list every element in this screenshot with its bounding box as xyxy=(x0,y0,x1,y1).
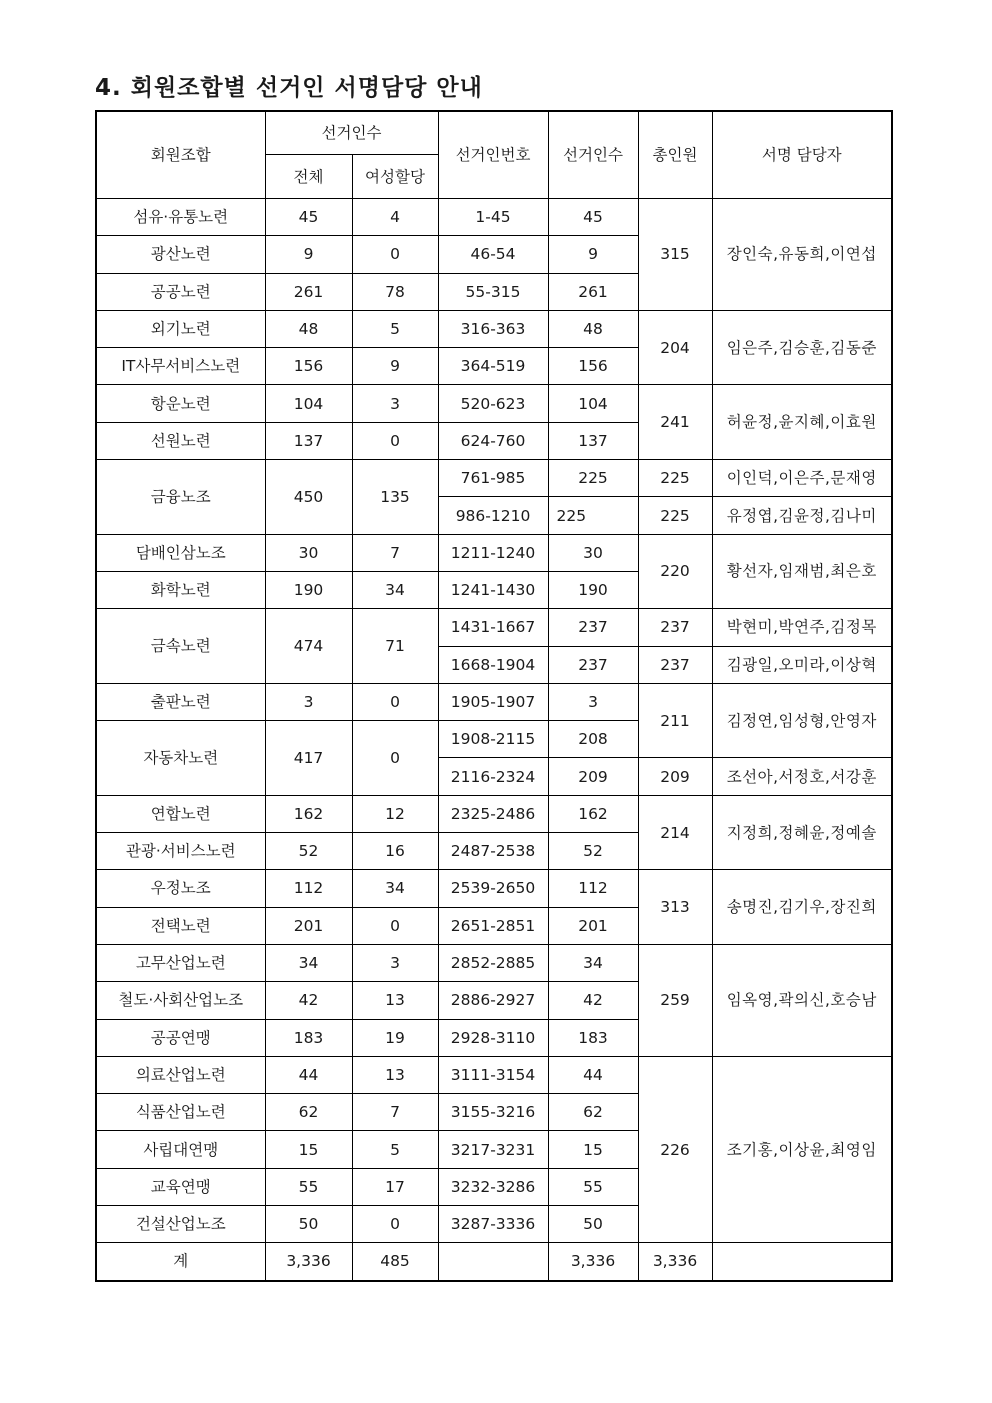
voter-count: 48 xyxy=(548,310,638,347)
union-total: 104 xyxy=(265,385,352,422)
voter-range: 1668-1904 xyxy=(438,646,548,683)
union-name: 고무산업노련 xyxy=(96,944,265,981)
totals-row xyxy=(96,1243,892,1281)
union-name: 식품산업노련 xyxy=(96,1094,265,1131)
voter-count: 44 xyxy=(548,1056,638,1093)
voter-range: 2886-2927 xyxy=(438,982,548,1019)
union-women: 135 xyxy=(352,460,438,535)
header-voter-count: 선거인수 xyxy=(548,111,638,199)
union-total: 30 xyxy=(265,534,352,571)
voter-count: 162 xyxy=(548,795,638,832)
header-sign-manager: 서명 담당자 xyxy=(712,111,892,199)
union-total: 42 xyxy=(265,982,352,1019)
voter-range: 624-760 xyxy=(438,422,548,459)
union-women: 7 xyxy=(352,534,438,571)
voter-range: 3287-3336 xyxy=(438,1206,548,1243)
union-name: 의료산업노련 xyxy=(96,1056,265,1093)
union-name: 연합노련 xyxy=(96,795,265,832)
voter-range: 2487-2538 xyxy=(438,833,548,870)
union-total: 261 xyxy=(265,273,352,310)
page-title: 4. 회원조합별 선거인 서명담당 안내 xyxy=(95,75,483,101)
union-women: 5 xyxy=(352,1131,438,1168)
union-name: 섬유·유통노련 xyxy=(96,199,265,236)
voter-range: 2852-2885 xyxy=(438,944,548,981)
sign-manager: 유정엽,김윤정,김나미 xyxy=(712,497,892,534)
union-name: 건설산업노조 xyxy=(96,1206,265,1243)
voter-count: 104 xyxy=(548,385,638,422)
union-name: 금속노련 xyxy=(96,609,265,684)
voter-range: 3155-3216 xyxy=(438,1094,548,1131)
union-women: 17 xyxy=(352,1168,438,1205)
union-total: 15 xyxy=(265,1131,352,1168)
voter-range: 1431-1667 xyxy=(438,609,548,646)
union-name: 철도·사회산업노조 xyxy=(96,982,265,1019)
header-total: 전체 xyxy=(265,155,352,199)
voter-range: 1-45 xyxy=(438,199,548,236)
union-name: 공공노련 xyxy=(96,273,265,310)
header-voters-group: 선거인수 xyxy=(265,111,438,155)
voter-count: 52 xyxy=(548,833,638,870)
voter-count: 237 xyxy=(548,646,638,683)
voter-range: 1905-1907 xyxy=(438,683,548,720)
table-row xyxy=(96,385,892,422)
sign-manager: 임옥영,곽의신,호승남 xyxy=(712,944,892,1056)
totals-members: 3,336 xyxy=(638,1243,712,1281)
union-total: 417 xyxy=(265,721,352,796)
union-total: 474 xyxy=(265,609,352,684)
voter-range: 2116-2324 xyxy=(438,758,548,795)
table-row xyxy=(96,534,892,571)
sign-manager: 조선아,서정호,서강훈 xyxy=(712,758,892,795)
union-name: 우정노조 xyxy=(96,870,265,907)
union-women: 0 xyxy=(352,422,438,459)
voter-count: 34 xyxy=(548,944,638,981)
voter-range: 2325-2486 xyxy=(438,795,548,832)
voter-count: 237 xyxy=(548,609,638,646)
voter-range: 46-54 xyxy=(438,236,548,273)
voter-count: 137 xyxy=(548,422,638,459)
group-total: 209 xyxy=(638,758,712,795)
voter-count: 190 xyxy=(548,571,638,608)
union-women: 16 xyxy=(352,833,438,870)
voter-count: 183 xyxy=(548,1019,638,1056)
union-total: 3 xyxy=(265,683,352,720)
group-total: 211 xyxy=(638,683,712,758)
totals-total: 3,336 xyxy=(265,1243,352,1281)
table-row xyxy=(96,199,892,236)
voter-range: 55-315 xyxy=(438,273,548,310)
voter-count: 62 xyxy=(548,1094,638,1131)
header-union: 회원조합 xyxy=(96,111,265,199)
totals-manager-empty xyxy=(712,1243,892,1281)
union-name: 금융노조 xyxy=(96,460,265,535)
union-name: 항운노련 xyxy=(96,385,265,422)
union-total: 48 xyxy=(265,310,352,347)
sign-manager: 김정연,임성형,안영자 xyxy=(712,683,892,758)
voter-count: 201 xyxy=(548,907,638,944)
table-row xyxy=(96,683,892,720)
header-row xyxy=(96,111,892,155)
union-women: 0 xyxy=(352,236,438,273)
union-name: 전택노련 xyxy=(96,907,265,944)
union-women: 78 xyxy=(352,273,438,310)
voter-count: 156 xyxy=(548,348,638,385)
union-women: 4 xyxy=(352,199,438,236)
group-total: 313 xyxy=(638,870,712,945)
union-total: 190 xyxy=(265,571,352,608)
union-women: 0 xyxy=(352,683,438,720)
voter-range: 2651-2851 xyxy=(438,907,548,944)
union-women: 19 xyxy=(352,1019,438,1056)
header-women-quota: 여성할당 xyxy=(352,155,438,199)
union-women: 13 xyxy=(352,1056,438,1093)
union-women: 34 xyxy=(352,870,438,907)
voter-range: 364-519 xyxy=(438,348,548,385)
voter-count: 3 xyxy=(548,683,638,720)
sign-manager: 장인숙,유동희,이연섭 xyxy=(712,199,892,311)
union-women: 71 xyxy=(352,609,438,684)
union-total: 156 xyxy=(265,348,352,385)
group-total: 315 xyxy=(638,199,712,311)
voter-range: 3232-3286 xyxy=(438,1168,548,1205)
sign-manager: 송명진,김기우,장진희 xyxy=(712,870,892,945)
voter-count: 42 xyxy=(548,982,638,1019)
sign-manager: 김광일,오미라,이상혁 xyxy=(712,646,892,683)
group-total: 214 xyxy=(638,795,712,870)
union-total: 183 xyxy=(265,1019,352,1056)
header-total-members: 총인원 xyxy=(638,111,712,199)
union-women: 0 xyxy=(352,907,438,944)
table-row xyxy=(96,795,892,832)
group-total: 237 xyxy=(638,609,712,646)
group-total: 226 xyxy=(638,1056,712,1242)
voter-range: 520-623 xyxy=(438,385,548,422)
union-women: 7 xyxy=(352,1094,438,1131)
voter-range: 1211-1240 xyxy=(438,534,548,571)
group-total: 204 xyxy=(638,310,712,385)
voter-count: 55 xyxy=(548,1168,638,1205)
totals-voter-range-empty xyxy=(438,1243,548,1281)
signature-roster-table xyxy=(95,110,893,1282)
totals-voter-count: 3,336 xyxy=(548,1243,638,1281)
union-total: 450 xyxy=(265,460,352,535)
union-total: 201 xyxy=(265,907,352,944)
voter-range: 761-985 xyxy=(438,460,548,497)
union-women: 0 xyxy=(352,1206,438,1243)
group-total: 259 xyxy=(638,944,712,1056)
table-row xyxy=(96,870,892,907)
header-voter-no: 선거인번호 xyxy=(438,111,548,199)
union-women: 0 xyxy=(352,721,438,796)
table-row xyxy=(96,944,892,981)
voter-range: 1908-2115 xyxy=(438,721,548,758)
voter-count: 209 xyxy=(548,758,638,795)
sign-manager: 이인덕,이은주,문재영 xyxy=(712,460,892,497)
voter-range: 316-363 xyxy=(438,310,548,347)
union-total: 9 xyxy=(265,236,352,273)
group-total: 241 xyxy=(638,385,712,460)
sign-manager: 조기홍,이상윤,최영임 xyxy=(712,1056,892,1242)
voter-range: 986-1210 xyxy=(438,497,548,534)
union-total: 162 xyxy=(265,795,352,832)
voter-count: 50 xyxy=(548,1206,638,1243)
union-name: 화학노련 xyxy=(96,571,265,608)
union-total: 44 xyxy=(265,1056,352,1093)
voter-count: 15 xyxy=(548,1131,638,1168)
union-total: 62 xyxy=(265,1094,352,1131)
union-name: 자동차노련 xyxy=(96,721,265,796)
voter-count: 225 xyxy=(548,460,638,497)
voter-range: 2539-2650 xyxy=(438,870,548,907)
group-total: 225 xyxy=(638,460,712,497)
voter-count: 261 xyxy=(548,273,638,310)
group-total: 225 xyxy=(638,497,712,534)
table-row xyxy=(96,310,892,347)
voter-range: 2928-3110 xyxy=(438,1019,548,1056)
table-row xyxy=(96,609,892,646)
voter-range: 1241-1430 xyxy=(438,571,548,608)
sign-manager: 황선자,임재범,최은호 xyxy=(712,534,892,609)
union-total: 34 xyxy=(265,944,352,981)
group-total: 237 xyxy=(638,646,712,683)
union-name: 외기노련 xyxy=(96,310,265,347)
union-name: 출판노련 xyxy=(96,683,265,720)
voter-range: 3111-3154 xyxy=(438,1056,548,1093)
voter-count: 208 xyxy=(548,721,638,758)
sign-manager: 지정희,정혜윤,정예솔 xyxy=(712,795,892,870)
union-name: 선원노련 xyxy=(96,422,265,459)
group-total: 220 xyxy=(638,534,712,609)
union-total: 45 xyxy=(265,199,352,236)
union-women: 13 xyxy=(352,982,438,1019)
totals-women: 485 xyxy=(352,1243,438,1281)
union-women: 34 xyxy=(352,571,438,608)
voter-count: 225 xyxy=(548,497,638,534)
union-name: 광산노련 xyxy=(96,236,265,273)
union-total: 52 xyxy=(265,833,352,870)
sign-manager: 허윤정,윤지혜,이효원 xyxy=(712,385,892,460)
table-row xyxy=(96,1056,892,1093)
sign-manager: 박현미,박연주,김정목 xyxy=(712,609,892,646)
sign-manager: 임은주,김승훈,김동준 xyxy=(712,310,892,385)
union-total: 137 xyxy=(265,422,352,459)
union-women: 5 xyxy=(352,310,438,347)
table-row xyxy=(96,460,892,497)
union-total: 55 xyxy=(265,1168,352,1205)
voter-count: 112 xyxy=(548,870,638,907)
union-name: 교육연맹 xyxy=(96,1168,265,1205)
union-name: 공공연맹 xyxy=(96,1019,265,1056)
voter-count: 30 xyxy=(548,534,638,571)
totals-label: 계 xyxy=(96,1243,265,1281)
voter-range: 3217-3231 xyxy=(438,1131,548,1168)
union-women: 9 xyxy=(352,348,438,385)
union-women: 12 xyxy=(352,795,438,832)
voter-count: 45 xyxy=(548,199,638,236)
union-total: 112 xyxy=(265,870,352,907)
union-name: 담배인삼노조 xyxy=(96,534,265,571)
union-total: 50 xyxy=(265,1206,352,1243)
union-women: 3 xyxy=(352,385,438,422)
union-name: 사립대연맹 xyxy=(96,1131,265,1168)
union-name: 관광·서비스노련 xyxy=(96,833,265,870)
voter-count: 9 xyxy=(548,236,638,273)
union-name: IT사무서비스노련 xyxy=(96,348,265,385)
union-women: 3 xyxy=(352,944,438,981)
